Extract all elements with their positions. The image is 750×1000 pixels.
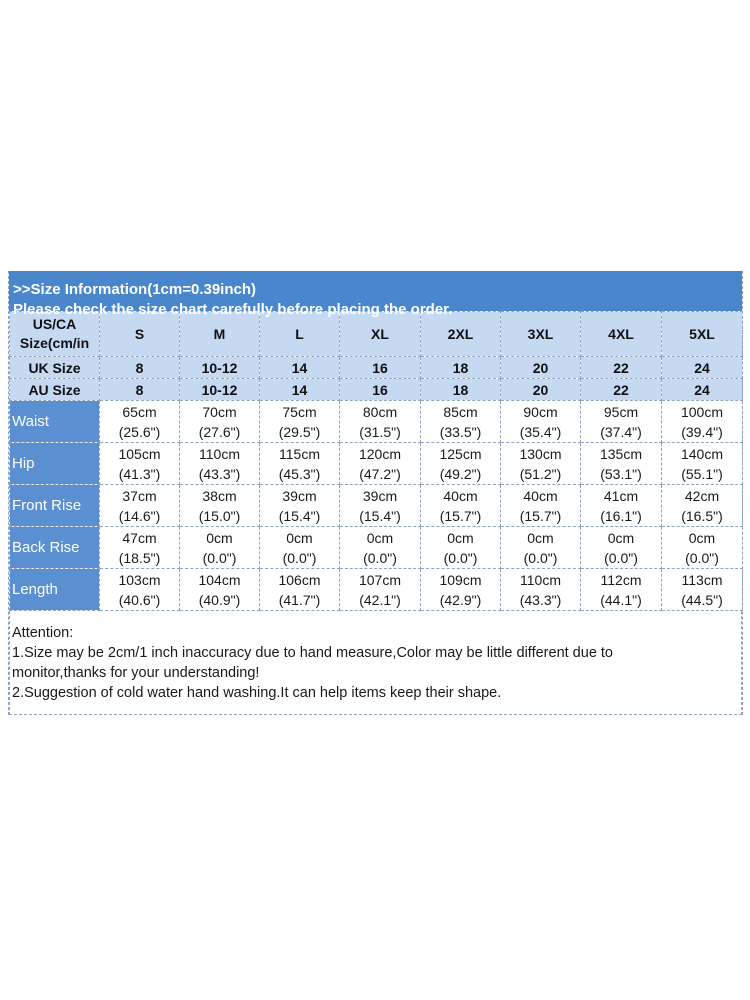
- inch-value: (55.1"): [681, 465, 723, 482]
- measurement-row: [10, 401, 743, 443]
- cm-value: 113cm: [681, 571, 723, 588]
- au-size-cell: 20: [501, 379, 581, 401]
- uk-size-cell: 22: [581, 357, 662, 379]
- size-chart: [8, 271, 743, 715]
- cm-value: 0cm: [688, 529, 716, 546]
- cm-value: 0cm: [447, 529, 474, 546]
- size-cell: S: [100, 312, 180, 357]
- size-table: [9, 311, 743, 611]
- cm-value: 115cm: [279, 445, 320, 462]
- inch-value: (15.0"): [198, 507, 241, 524]
- measurement-row: [10, 527, 743, 569]
- notes-line-1: 1.Size may be 2cm/1 inch inaccuracy due to hand measure,Color may be little different due to: [12, 645, 613, 661]
- inch-value: (41.7"): [278, 591, 321, 608]
- au-size-cell: 8: [100, 379, 180, 401]
- cm-value: 38cm: [202, 487, 237, 504]
- measurement-cell: [581, 443, 662, 485]
- inch-value: (0.0"): [685, 549, 719, 566]
- measurement-row: [10, 569, 743, 611]
- inch-value: (40.9"): [198, 591, 241, 608]
- size-table-body: [10, 312, 743, 611]
- measurement-cell: [260, 485, 340, 527]
- cm-value: 85cm: [443, 403, 478, 420]
- uk-size-cell: 10-12: [180, 357, 260, 379]
- measurement-cell: [100, 485, 180, 527]
- inch-value: (42.1"): [359, 591, 401, 608]
- au-size-cell: 10-12: [180, 379, 260, 401]
- attention-notes: [9, 611, 742, 715]
- uk-size-cell: 16: [340, 357, 421, 379]
- inch-value: (0.0"): [363, 549, 397, 566]
- cm-value: 104cm: [198, 571, 241, 588]
- inch-value: (51.2"): [519, 465, 562, 482]
- inch-value: (31.5"): [359, 423, 401, 440]
- measurement-cell: [100, 527, 180, 569]
- inch-value: (15.4"): [359, 507, 401, 524]
- measurement-cell: [662, 443, 743, 485]
- inch-value: (35.4"): [519, 423, 562, 440]
- notes-title: Attention:: [12, 625, 74, 641]
- inch-value: (49.2"): [439, 465, 482, 482]
- inch-value: (16.5"): [681, 507, 723, 524]
- us-size-label-line1: US/CA: [32, 316, 77, 332]
- banner-subtitle: Please check the size chart carefully before placing the order.: [13, 301, 453, 318]
- measurement-cell: [501, 569, 581, 611]
- inch-value: (18.5"): [118, 549, 161, 566]
- measurement-cell: [180, 443, 260, 485]
- size-cell: XL: [340, 312, 421, 357]
- cm-value: 75cm: [282, 403, 317, 420]
- cm-value: 110cm: [199, 445, 240, 462]
- inch-value: (0.0"): [604, 549, 638, 566]
- inch-value: (15.4"): [278, 507, 321, 524]
- cm-value: 40cm: [523, 487, 558, 504]
- measurement-cell: [260, 401, 340, 443]
- inch-value: (42.9"): [439, 591, 482, 608]
- measurement-cell: [260, 569, 340, 611]
- measurement-cell: [421, 569, 501, 611]
- uk-size-label: UK Size: [10, 357, 100, 379]
- measurement-cell: [260, 443, 340, 485]
- cm-value: 37cm: [122, 487, 157, 504]
- inch-value: (0.0"): [443, 549, 478, 566]
- notes-line-3: 2.Suggestion of cold water hand washing.It can help items keep their shape.: [12, 685, 502, 701]
- inch-value: (0.0"): [202, 549, 237, 566]
- measurement-cell: [662, 569, 743, 611]
- measurement-cell: [340, 485, 421, 527]
- uk-size-cell: 24: [662, 357, 743, 379]
- cm-value: 135cm: [599, 445, 643, 462]
- cm-value: 112cm: [600, 571, 642, 588]
- inch-value: (15.7"): [439, 507, 482, 524]
- cm-value: 106cm: [278, 571, 321, 588]
- measurement-cell: [100, 569, 180, 611]
- au-size-cell: 18: [421, 379, 501, 401]
- measurement-cell: [662, 527, 743, 569]
- cm-value: 65cm: [122, 403, 157, 420]
- cm-value: 39cm: [282, 487, 317, 504]
- us-size-label-line2: Size(cm/in: [19, 335, 90, 351]
- measurement-label: Hip: [10, 443, 100, 485]
- uk-size-cell: 8: [100, 357, 180, 379]
- measurement-cell: [180, 527, 260, 569]
- cm-value: 0cm: [366, 529, 394, 546]
- cm-value: 130cm: [519, 445, 562, 462]
- uk-size-row: [10, 357, 743, 379]
- inch-value: (41.3"): [118, 465, 161, 482]
- inch-value: (29.5"): [278, 423, 321, 440]
- measurement-label: Waist: [10, 401, 100, 443]
- measurement-cell: [501, 443, 581, 485]
- size-info-banner: [9, 271, 742, 318]
- cm-value: 103cm: [118, 571, 161, 588]
- au-size-cell: 14: [260, 379, 340, 401]
- inch-value: (15.7"): [519, 507, 562, 524]
- cm-value: 110cm: [520, 571, 561, 588]
- inch-value: (37.4"): [600, 423, 642, 440]
- cm-value: 40cm: [443, 487, 478, 504]
- cm-value: 0cm: [206, 529, 233, 546]
- measurement-cell: [260, 527, 340, 569]
- measurement-row: [10, 443, 743, 485]
- measurement-cell: [340, 401, 421, 443]
- cm-value: 70cm: [202, 403, 237, 420]
- cm-value: 80cm: [362, 403, 398, 420]
- cm-value: 0cm: [607, 529, 635, 546]
- inch-value: (16.1"): [600, 507, 642, 524]
- cm-value: 140cm: [680, 445, 724, 462]
- cm-value: 42cm: [684, 487, 720, 504]
- uk-size-cell: 20: [501, 357, 581, 379]
- measurement-cell: [581, 569, 662, 611]
- cm-value: 0cm: [527, 529, 554, 546]
- measurement-cell: [501, 401, 581, 443]
- cm-value: 95cm: [603, 403, 639, 420]
- measurement-cell: [421, 401, 501, 443]
- inch-value: (25.6"): [118, 423, 161, 440]
- inch-value: (44.1"): [600, 591, 642, 608]
- cm-value: 125cm: [439, 445, 482, 462]
- size-cell: 5XL: [662, 312, 743, 357]
- cm-value: 109cm: [439, 571, 482, 588]
- notes-line-2: monitor,thanks for your understanding!: [12, 665, 260, 681]
- cm-value: 107cm: [358, 571, 402, 588]
- size-cell: 4XL: [581, 312, 662, 357]
- measurement-cell: [180, 485, 260, 527]
- inch-value: (39.4"): [681, 423, 723, 440]
- measurement-label: Back Rise: [10, 527, 100, 569]
- cm-value: 47cm: [122, 529, 157, 546]
- size-cell: 3XL: [501, 312, 581, 357]
- cm-value: 105cm: [118, 445, 161, 462]
- uk-size-cell: 18: [421, 357, 501, 379]
- cm-value: 41cm: [603, 487, 639, 504]
- inch-value: (45.3"): [278, 465, 321, 482]
- banner-title: >>Size Information(1cm=0.39inch): [13, 281, 256, 298]
- measurement-cell: [581, 485, 662, 527]
- measurement-cell: [421, 443, 501, 485]
- au-size-cell: 16: [340, 379, 421, 401]
- measurement-cell: [180, 401, 260, 443]
- cm-value: 0cm: [286, 529, 313, 546]
- inch-value: (14.6"): [118, 507, 161, 524]
- measurement-cell: [180, 569, 260, 611]
- measurement-cell: [581, 401, 662, 443]
- measurement-cell: [581, 527, 662, 569]
- inch-value: (0.0"): [282, 549, 317, 566]
- inch-value: (33.5"): [439, 423, 482, 440]
- inch-value: (44.5"): [681, 591, 723, 608]
- measurement-cell: [340, 443, 421, 485]
- cm-value: 100cm: [680, 403, 724, 420]
- measurement-cell: [662, 485, 743, 527]
- inch-value: (53.1"): [600, 465, 642, 482]
- measurement-cell: [100, 401, 180, 443]
- inch-value: (43.3"): [198, 465, 241, 482]
- size-cell: 2XL: [421, 312, 501, 357]
- cm-value: 90cm: [523, 403, 558, 420]
- inch-value: (27.6"): [198, 423, 241, 440]
- inch-value: (0.0"): [523, 549, 558, 566]
- measurement-cell: [340, 569, 421, 611]
- measurement-cell: [100, 443, 180, 485]
- au-size-cell: 22: [581, 379, 662, 401]
- size-cell: L: [260, 312, 340, 357]
- au-size-row: [10, 379, 743, 401]
- measurement-cell: [421, 527, 501, 569]
- inch-value: (43.3"): [519, 591, 562, 608]
- inch-value: (40.6"): [118, 591, 161, 608]
- measurement-cell: [501, 485, 581, 527]
- measurement-cell: [662, 401, 743, 443]
- au-size-label: AU Size: [10, 379, 100, 401]
- au-size-cell: 24: [662, 379, 743, 401]
- cm-value: 39cm: [362, 487, 398, 504]
- cm-value: 120cm: [358, 445, 402, 462]
- measurement-cell: [501, 527, 581, 569]
- uk-size-cell: 14: [260, 357, 340, 379]
- measurement-cell: [340, 527, 421, 569]
- measurement-label: Length: [10, 569, 100, 611]
- size-cell: M: [180, 312, 260, 357]
- inch-value: (47.2"): [359, 465, 401, 482]
- measurement-cell: [421, 485, 501, 527]
- measurement-label: Front Rise: [10, 485, 100, 527]
- measurement-row: [10, 485, 743, 527]
